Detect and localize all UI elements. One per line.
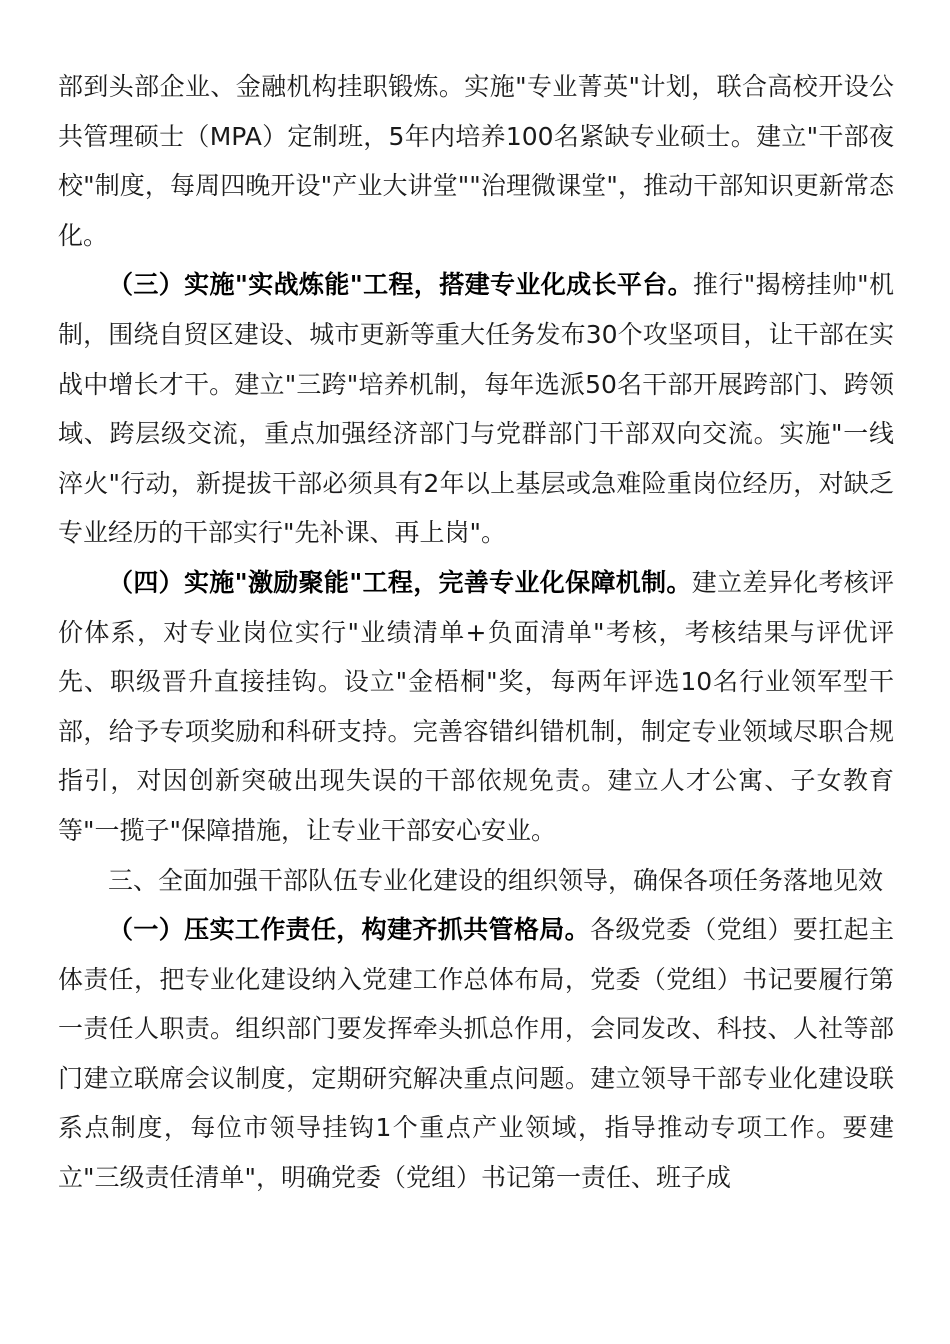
section-heading-text: 三、全面加强干部队伍专业化建设的组织领导，确保各项任务落地见效 bbox=[108, 865, 884, 895]
document-page bbox=[58, 62, 894, 1203]
paragraph-lead-heading: （一）压实工作责任，构建齐抓共管格局。 bbox=[108, 915, 590, 945]
paragraph-lead-heading: （四）实施"激励聚能"工程，完善专业化保障机制。 bbox=[108, 567, 692, 597]
paragraph-body-text: 推行"揭榜挂帅"机制，围绕自贸区建设、城市更新等重大任务发布30个攻坚项目，让干部在实战中增长才干。建立"三跨"培养机制，每年选派50名干部开展跨部门、跨领域、跨层级交流，重点加强经济部门与党群部门干部双向交流。实施"一线淬火"行动，新提拔干部必须具有2年以上基层或急难险重岗位经历，对缺乏专业经历的干部实行"先补课、再上岗"。 bbox=[58, 270, 894, 548]
paragraph-body-text: 建立差异化考核评价体系，对专业岗位实行"业绩清单+负面清单"考核，考核结果与评优评先、职级晋升直接挂钩。设立"金梧桐"奖，每两年评选10名行业领军型干部，给予专项奖励和科研支持。完善容错纠错机制，制定专业领域尽职合规指引，对因创新突破出现失误的干部依规免责。建立人才公寓、子女教育等"一揽子"保障措施，让专业干部安心安业。 bbox=[58, 567, 894, 845]
section-heading-organizational-leadership bbox=[58, 856, 894, 906]
paragraph-cadre-training-continued bbox=[58, 62, 894, 260]
paragraph-incentive-project bbox=[58, 558, 894, 856]
paragraph-body-text: 各级党委（党组）要扛起主体责任，把专业化建设纳入党建工作总体布局，党委（党组）书记要履行第一责任人职责。组织部门要发挥牵头抓总作用，会同发改、科技、人社等部门建立联席会议制度，定期研究解决重点问题。建立领导干部专业化建设联系点制度，每位市领导挂钩1个重点产业领域，指导推动专项工作。要建立"三级责任清单"，明确党委（党组）书记第一责任、班子成 bbox=[58, 915, 894, 1193]
paragraph-body-text: 部到头部企业、金融机构挂职锻炼。实施"专业菁英"计划，联合高校开设公共管理硕士（MPA）定制班，5年内培养100名紧缺专业硕士。建立"干部夜校"制度，每周四晚开设"产业大讲堂""治理微课堂"，推动干部知识更新常态化。 bbox=[58, 72, 894, 250]
paragraph-lead-heading: （三）实施"实战炼能"工程，搭建专业化成长平台。 bbox=[108, 270, 694, 300]
paragraph-work-responsibility bbox=[58, 905, 894, 1203]
paragraph-practice-project bbox=[58, 260, 894, 558]
